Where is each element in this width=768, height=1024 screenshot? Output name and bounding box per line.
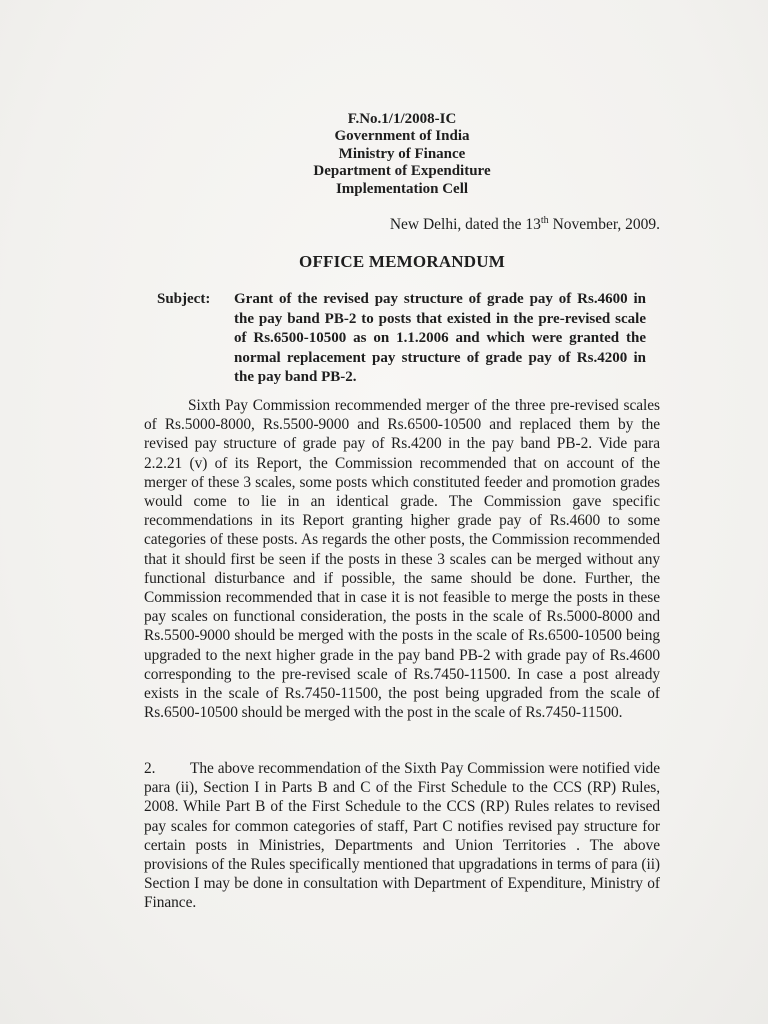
paragraph-2-number: 2. [144,760,156,777]
subject-label: Subject: [157,291,211,307]
date-prefix: New Delhi, dated the 13 [389,216,541,233]
subject-text: Grant of the revised pay structure of grade pay of Rs.4600 in the pay band PB-2 to posts that existed in the pre-revised scale of Rs.6500-10500 as on 1.1.2006 and which were granted the normal replacement pay structure of grade pay of Rs.4200 in the pay band PB-2. [234,291,646,386]
letterhead [0,111,768,198]
cell-name: Implementation Cell [335,180,469,197]
date-suffix: November, 2009. [548,216,660,233]
paragraph-2 [144,759,660,913]
memo-title-wrap [0,252,768,272]
ministry-name: Ministry of Finance [338,145,466,162]
government-name: Government of India [334,128,470,145]
department-name: Department of Expenditure [313,163,491,180]
date-line [390,216,660,234]
paragraph-1 [144,396,660,722]
memo-title: OFFICE MEMORANDUM [299,252,505,271]
file-number: F.No.1/1/2008-IC [347,111,457,127]
paragraph-1-text: Sixth Pay Commission recommended merger of the three pre-revised scales of Rs.5000-8000, Rs.5500-9000 and Rs.6500-10500 and replaced them by the revised pay structure of grade pay of Rs.4200 in the pay band PB-2. Vide para 2.2.21 (v) of its Report, the Commission recommended that on account of the merger of these 3 scales, some posts which constituted feeder and promotion grades would come to lie in an identical grade. The Commission gave specific recommendations in its Report granting higher grade pay of Rs.4600 to some categories of these posts. As regards the other posts, the Commission recommended that it should first be seen if the posts in these 3 scales can be merged without any functional disturbance and if possible, the same should be done. Further, the Commission recommended that in case it is not feasible to merge the posts in these pay scales on functional consideration, the posts in the scale of Rs.5000-8000 and Rs.5500-9000 should be merged with the posts in the scale of Rs.6500-10500 being upgraded to the next higher grade in the pay band PB-2 with grade pay of Rs.4600 corresponding to the pre-revised scale of Rs.7450-11500. In case a post already exists in the scale of Rs.7450-11500, the post being upgraded from the scale of Rs.6500-10500 should be merged with the post in the scale of Rs.7450-11500. [144,397,660,722]
date-ordinal: th [540,214,549,226]
paragraph-2-text: The above recommendation of the Sixth Pay Commission were notified vide para (ii), Section I in Parts B and C of the First Schedule to the CCS (RP) Rules, 2008. While Part B of the First Schedule to the CCS (RP) Rules relates to revised pay scales for common categories of staff, Part C notifies revised pay structure for certain posts in Ministries, Departments and Union Territories . The above provisions of the Rules specifically mentioned that upgradations in terms of para (ii) Section I may be done in consultation with Department of Expenditure, Ministry of Finance. [144,760,660,912]
